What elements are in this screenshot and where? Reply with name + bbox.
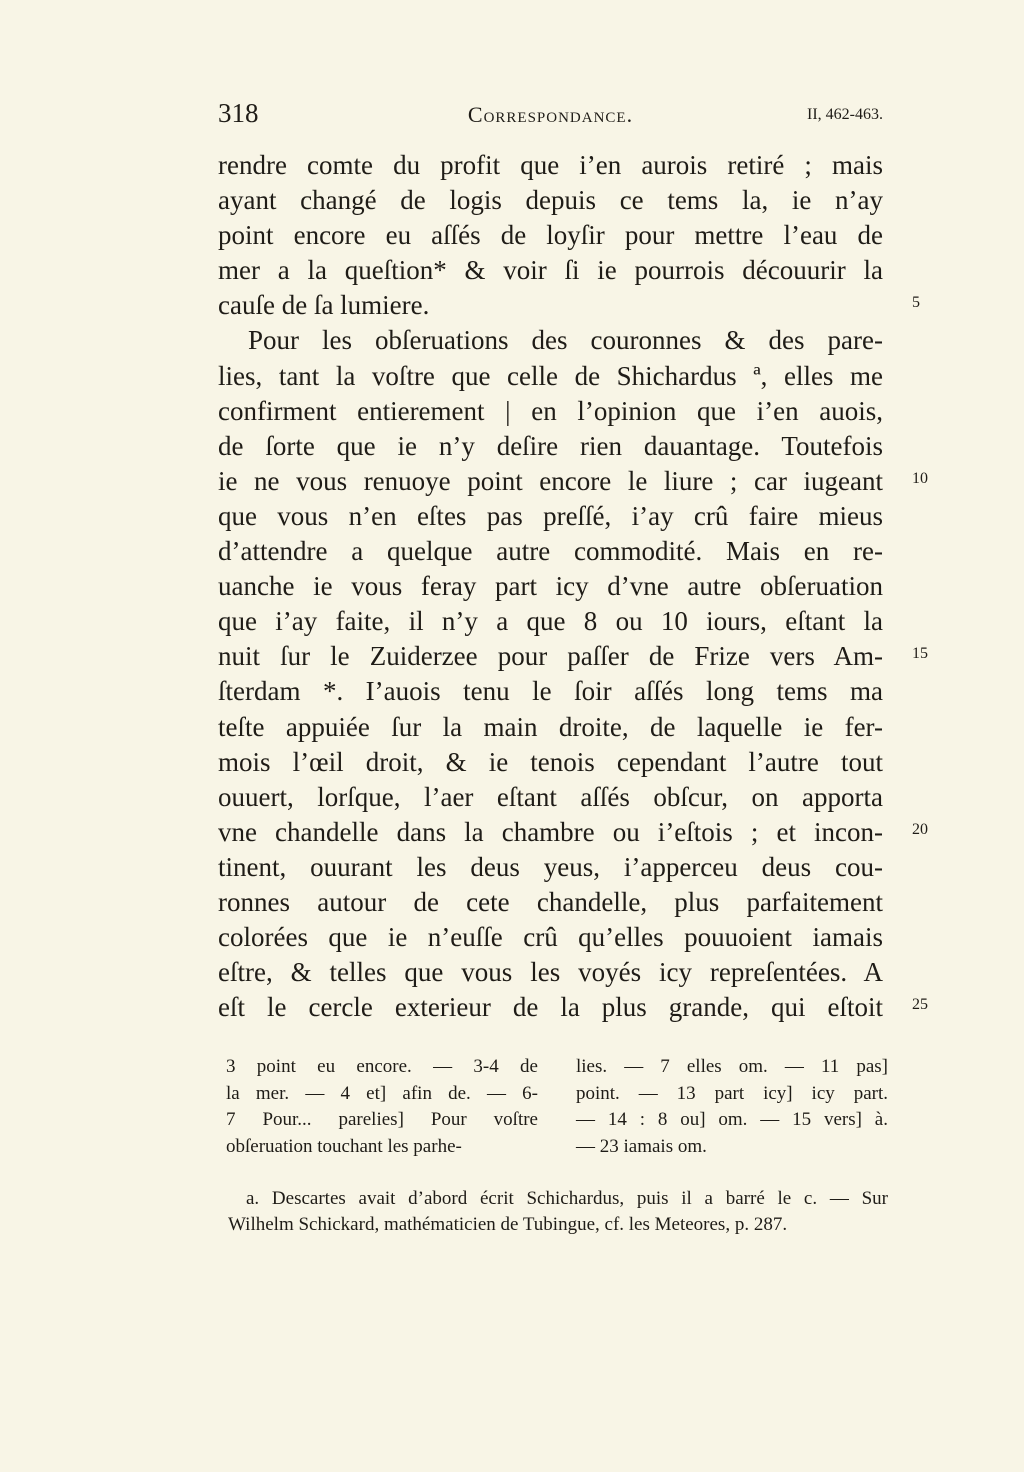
text-line: tinent, ouurant les deus yeus, i’apperceu deus cou- <box>218 851 883 882</box>
edition-reference: II, 462-463. <box>807 106 883 123</box>
main-text <box>218 148 883 1025</box>
text-line: lies, tant la voſtre que celle de Shichardus ª, elles me <box>218 360 883 391</box>
text-line: que vous n’en eſtes pas preſſé, i’ay crû faire mieus <box>218 500 883 531</box>
line-number: 5 <box>912 294 920 311</box>
variant-line: 7 Pour... parelies] Pour voſtre <box>226 1109 538 1130</box>
variant-line: 3 point eu encore. — 3-4 de <box>226 1056 538 1077</box>
text-line: eſtre, & telles que vous les voyés icy repreſentées. A <box>218 957 883 988</box>
text-line: ayant changé de logis depuis ce tems la, ie n’ay <box>218 185 883 216</box>
line-number: 15 <box>912 645 928 662</box>
text-line: confirment entierement | en l’opinion que i’en auois, <box>218 395 883 426</box>
page-number: 318 <box>218 98 259 128</box>
text-line: teſte appuiée ſur la main droite, de laquelle ie fer- <box>218 711 883 742</box>
text-line: ie ne vous renuoye point encore le liure ; car iugeant <box>218 465 883 496</box>
line-number: 20 <box>912 821 928 838</box>
variant-line: — 23 iamais om. <box>576 1135 707 1157</box>
text-line: ouuert, lorſque, l’aer eſtant aſſés obſcur, on apporta <box>218 781 883 812</box>
text-line: rendre comte du profit que i’en aurois retiré ; mais <box>218 150 883 180</box>
text-line: que i’ay faite, il n’y a que 8 ou 10 iours, eſtant la <box>218 606 883 637</box>
variant-line: lies. — 7 elles om. — 11 pas] <box>576 1056 888 1077</box>
text-line: ſterdam *. I’auois tenu le ſoir aſſés long tems ma <box>218 676 883 707</box>
variant-line: obſeruation touchant les parhe- <box>226 1135 462 1157</box>
variant-line: point. — 13 part icy] icy part. <box>576 1082 888 1104</box>
footnote <box>228 1186 888 1238</box>
text-line: vne chandelle dans la chambre ou i’eſtois ; et incon- <box>218 816 883 847</box>
running-title: Correspondance. <box>467 102 634 127</box>
text-line: ronnes autour de cete chandelle, plus parfaitement <box>218 886 883 917</box>
footnote-line: Wilhelm Schickard, mathématicien de Tubingue, cf. les Meteores, p. 287. <box>228 1214 788 1235</box>
variants-column-right <box>576 1054 888 1160</box>
text-line: point encore eu aſſés de loyſir pour mettre l’eau de <box>218 220 883 251</box>
text-line: mois l’œil droit, & ie tenois cependant l’autre tout <box>218 746 883 777</box>
text-line: nuit ſur le Zuiderzee pour paſſer de Frize vers Am- <box>218 641 883 672</box>
text-line: eſt le cercle exterieur de la plus grande, qui eſtoit <box>218 992 883 1023</box>
text-line: mer a la queſtion* & voir ſi ie pourrois découurir la <box>218 255 883 286</box>
text-line: colorées que ie n’euſſe crû qu’elles pouuoient iamais <box>218 922 883 953</box>
text-line: Pour les obſeruations des couronnes & des pare- <box>248 325 883 356</box>
line-number: 25 <box>912 996 928 1013</box>
line-number: 10 <box>912 470 928 487</box>
text-line: uanche ie vous feray part icy d’vne autre obſeruation <box>218 571 883 602</box>
running-header <box>218 98 883 134</box>
text-line: d’attendre a quelque autre commodité. Mais en re- <box>218 536 883 567</box>
footnote-line: a. Descartes avait d’abord écrit Schichardus, puis il a barré le c. — Sur <box>246 1188 888 1209</box>
variant-line: la mer. — 4 et] afin de. — 6- <box>226 1082 538 1104</box>
variants-column-left <box>226 1054 538 1160</box>
text-line: cauſe de ſa lumiere. <box>218 290 430 321</box>
text-line: de ſorte que ie n’y deſire rien dauantage. Toutefois <box>218 430 883 461</box>
variant-line: — 14 : 8 ou] om. — 15 vers] à. <box>576 1109 888 1130</box>
